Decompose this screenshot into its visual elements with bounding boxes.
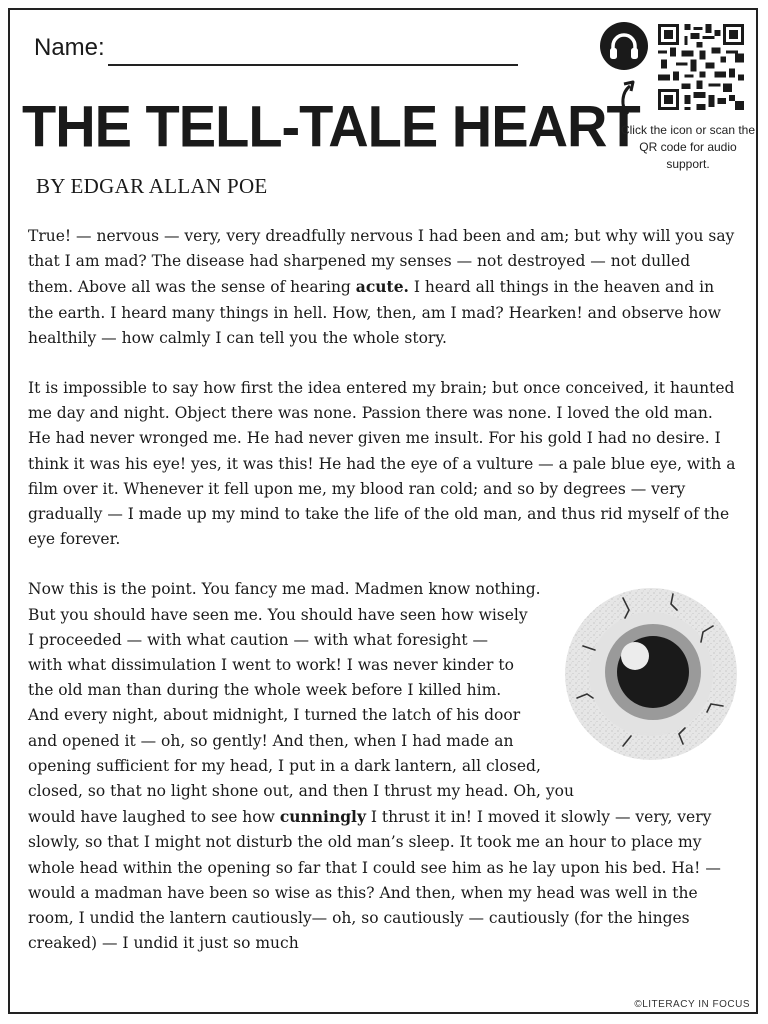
byline: BY EDGAR ALLAN POE xyxy=(36,174,268,198)
headphones-icon[interactable] xyxy=(600,22,648,70)
curved-arrow-icon xyxy=(616,76,646,116)
paragraph-3: Now this is the point. You fancy me mad. Madmen know nothing. But you should have seen me. You should have seen how wisely I proceeded — with what caution — with what foresight — with what dissimulation I went to work! I was never kinder to the old man than during the whole week before I killed him. And every night, about midnight, I turned the latch of his door and opened it — oh, so gently! And then, when I had made an opening sufficient for my head, I put in a dark lantern, all closed, closed, so that no light shone out, and then I thrust my head. Oh, you would have laughed to see how cunningly I thrust it in! I moved it slowly — very, very slowly, so that I might not disturb the old man’s sleep. It took me an hour to place my whole head within the opening so far that I could see him as he lay upon his bed. Ha! — would a madman have been so wise as this? And then, when my head was well in the room, I undid the lantern cautiously— oh, so cautiously — cautiously (for the hinges creaked) — I undid it just so much xyxy=(28,580,721,953)
name-label: Name: xyxy=(34,34,105,61)
copyright-credit: ©LITERACY IN FOCUS xyxy=(634,999,750,1010)
name-field[interactable] xyxy=(108,64,518,66)
paragraph-1: True! — nervous — very, very dreadfully nervous I had been and am; but why will you say that I am mad? The disease had sharpened my senses — not destroyed — not dulled them. Above all was the sense of hearing acute. I heard all things in the heaven and in the earth. I heard many things in hell. How, then, am I mad? Hearken! and observe how healthily — how calmly I can tell you the whole story. xyxy=(28,227,735,347)
page-title: THE TELL-TALE HEART xyxy=(22,93,640,160)
qr-code-icon[interactable] xyxy=(658,24,744,110)
audio-support-note: Click the icon or scan the QR code for audio support. xyxy=(620,123,756,171)
story-text xyxy=(28,224,740,981)
paragraph-2: It is impossible to say how first the idea entered my brain; but once conceived, it haunted me day and night. Object there was none. Passion there was none. I loved the old man. He had never wronged me. He had never given me insult. For his gold I had no desire. I think it was his eye! yes, it was this! He had the eye of a vulture — a pale blue eye, with a film over it. Whenever it fell upon me, my blood ran cold; and so by degrees — very gradually — I made up my mind to take the life of the old man, and thus rid myself of the eye forever. xyxy=(28,379,736,549)
